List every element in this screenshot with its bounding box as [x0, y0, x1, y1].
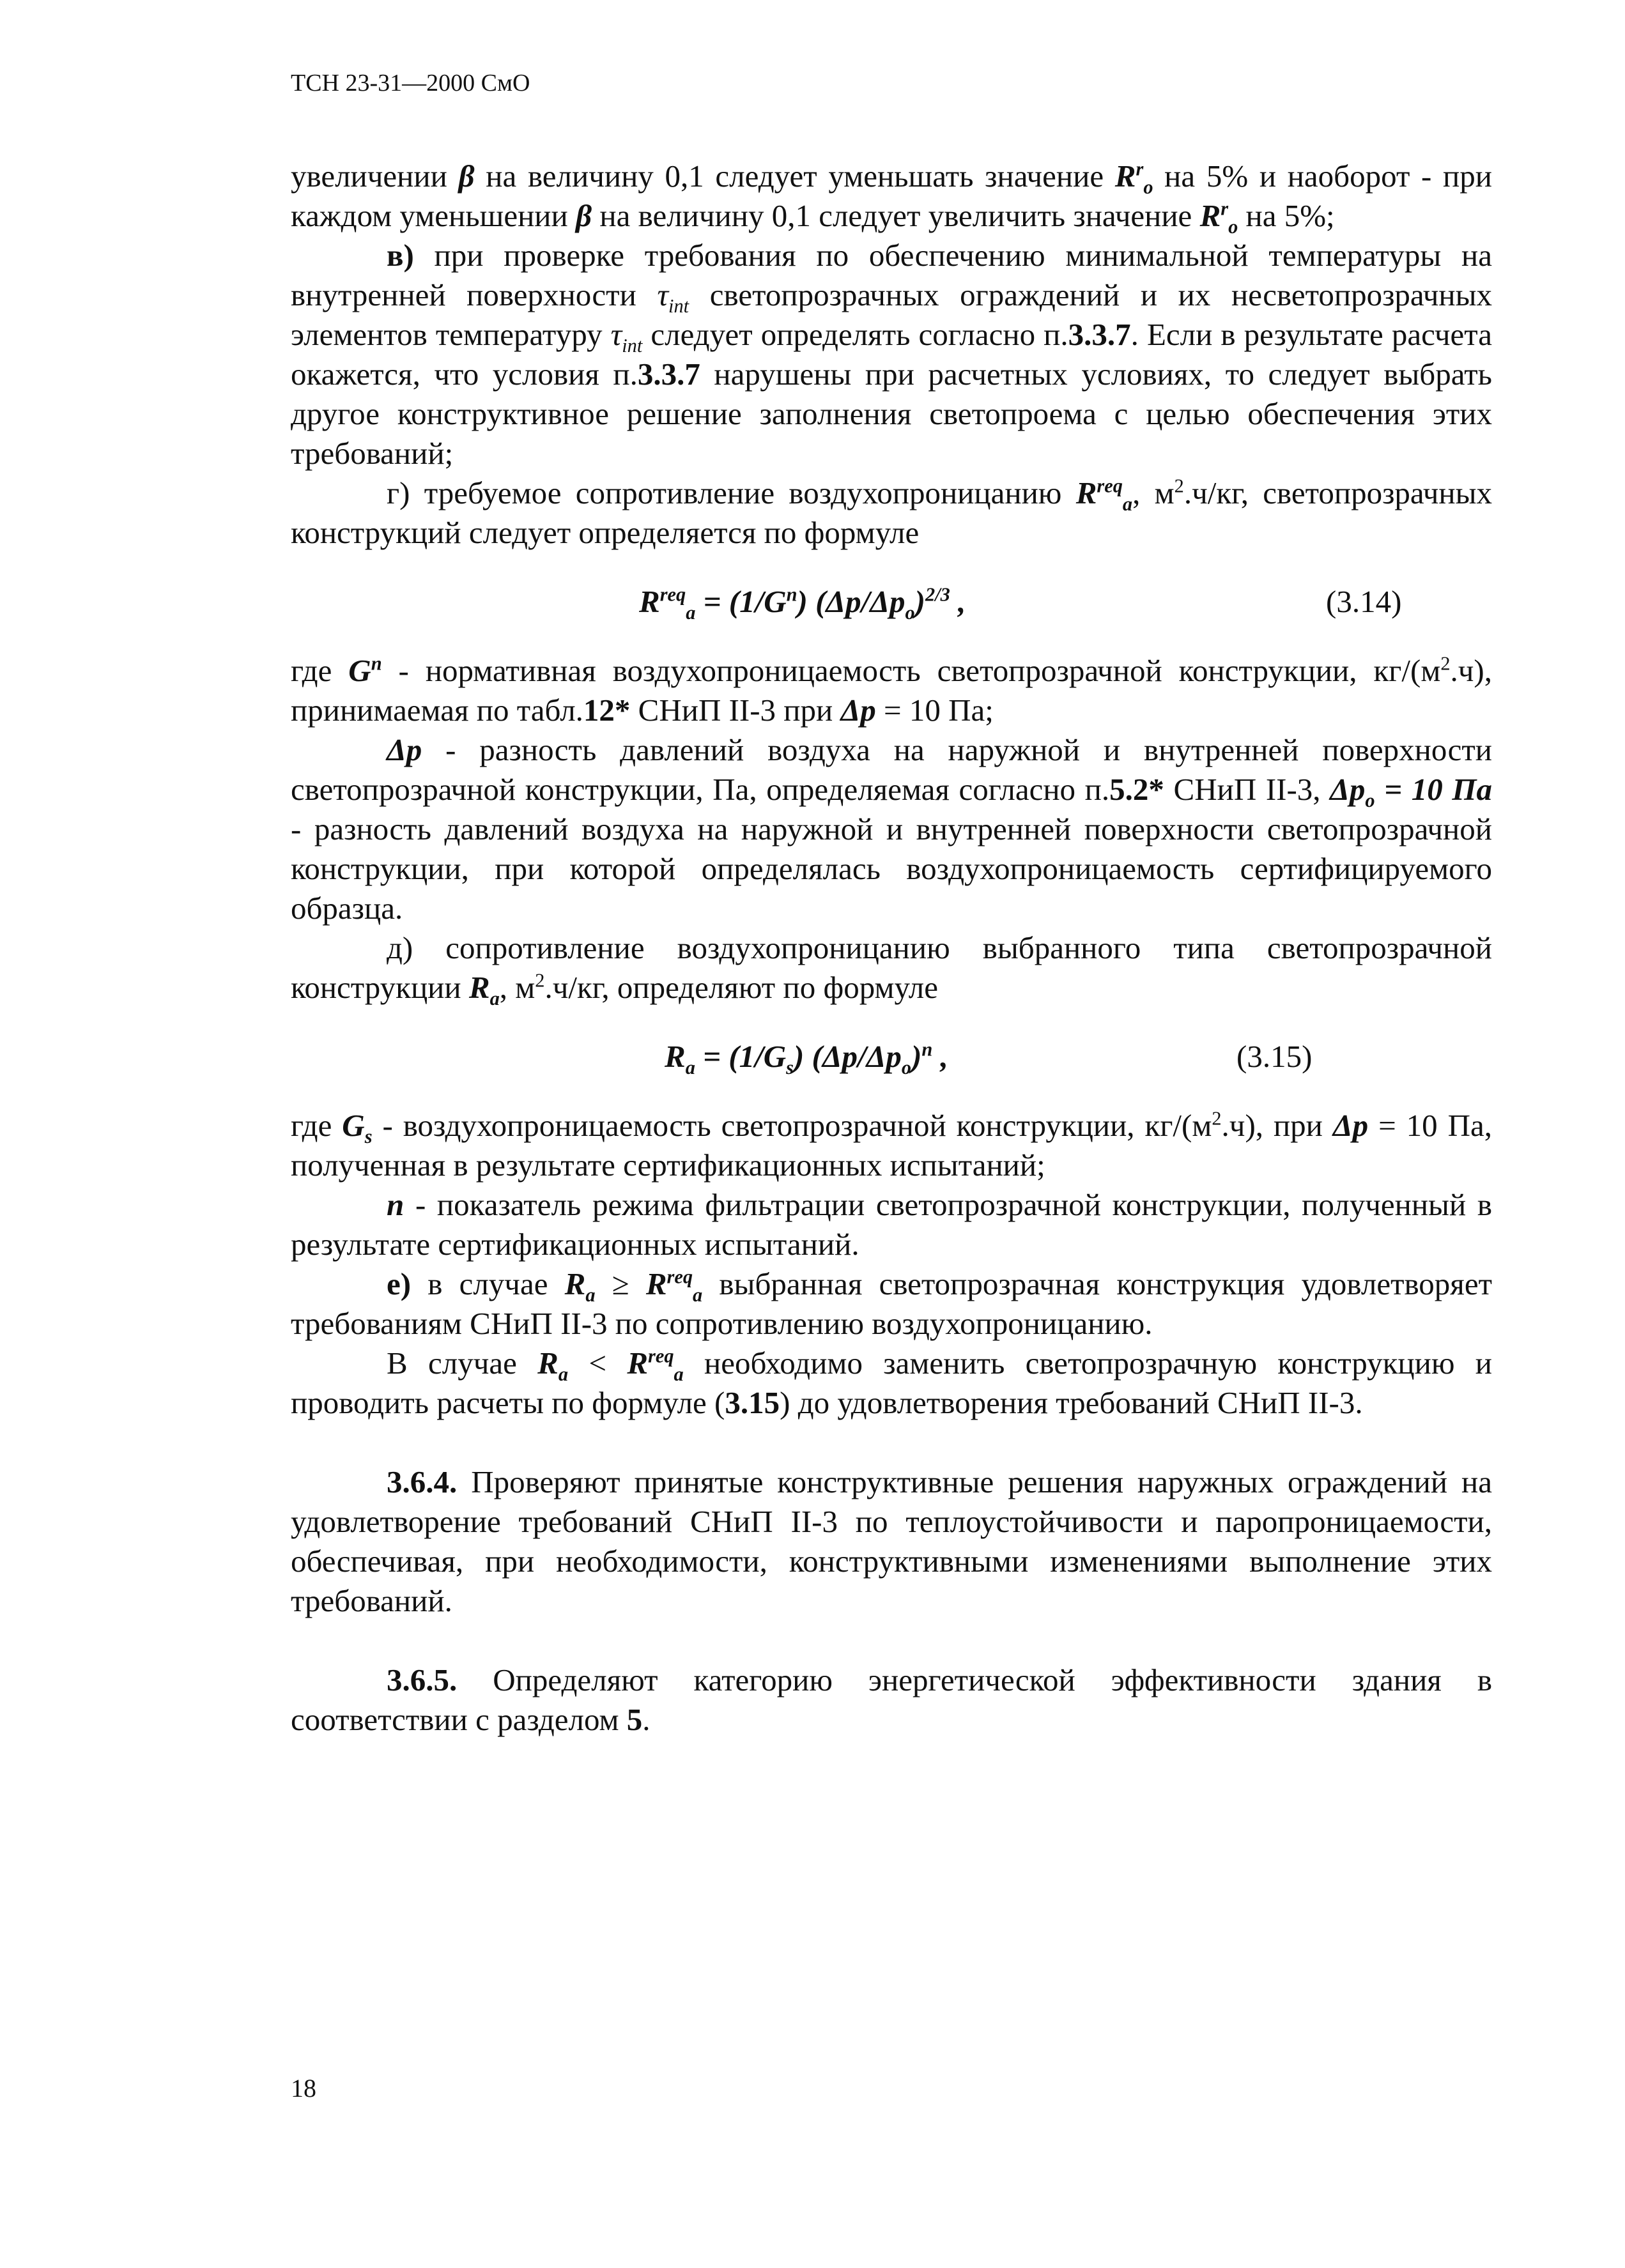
paragraph-where-gn: где $G^n$ - нормативная воздухопроницаемость светопрозрачной конструкции, $кг/(м^2.ч)$, принимаемая по табл.12* СНиП II-3 при Δp = 10 Па; — [291, 652, 1492, 728]
formula-3-14-expression: $R^{req}_a = (1/G^n)$ $(\Delta p/\Delta p_o)^{2/3}$ , — [639, 583, 966, 624]
paragraph-where-gs: где $G_s$ - воздухопроницаемость светопрозрачной конструкции, $кг/(м^2.ч)$, при Δp = 10 Па, полученная в результате сертификационных испытаний; — [291, 1107, 1492, 1183]
paragraph-item-e: е) в случае $R_a \ge R^{req}_a$ выбранная светопрозрачная конструкция удовлетворяет требованиям СНиП II-3 по сопротивлению воздухопроницанию. — [291, 1266, 1492, 1341]
section-3-6-5: 3.6.5. Определяют категорию энергетической эффективности здания в соответствии с разделом 5. — [291, 1662, 1492, 1737]
document-code-header: ТСН 23-31—2000 СмО — [291, 70, 530, 96]
paragraph-item-g: г) требуемое сопротивление воздухопроницанию $R^{req}_a$, $м^2.ч/кг$, светопрозрачных конструкций следует определяется по формуле — [291, 475, 1492, 550]
page-number: 18 — [291, 2074, 316, 2103]
paragraph-beta-correction: увеличении β на величину 0,1 следует уменьшать значение $R^r_o$ на 5% и наоборот - при каждом уменьшении β на величину 0,1 следует увеличить значение $R^r_o$ на 5%; — [291, 158, 1492, 238]
paragraph-replace-construction: В случае $R_a < R^{req}_a$ необходимо заменить светопрозрачную конструкцию и проводить расчеты по формуле (3.15) до удовлетворения требований СНиП II-3. — [291, 1345, 1492, 1420]
paragraph-item-v: в) при проверке требования по обеспечению минимальной температуры на внутренней поверхности $\tau_{int}$ светопрозрачных ограждений и их несветопрозрачных элементов температуру $\tau_{int}$ следует определять согласно п.3.3.7. Если в результате расчета окажется, что условия п.3.3.7 нарушены при расчетных условиях, то следует выбрать другое конструктивное решение заполнения светопроема с целью обеспечения этих требований; — [291, 238, 1492, 471]
paragraph-n-exponent: n - показатель режима фильтрации светопрозрачной конструкции, полученный в результате сертификационных испытаний. — [291, 1187, 1492, 1262]
formula-3-14 — [291, 582, 1492, 622]
formula-3-15-expression: $R_a = (1/G_s)$ $(\Delta p/\Delta p_o)^n$ , — [665, 1038, 948, 1078]
formula-3-15 — [291, 1037, 1492, 1077]
formula-3-14-number: (3.14) — [1326, 584, 1402, 619]
section-3-6-4: 3.6.4. Проверяют принятые конструктивные решения наружных ограждений на удовлетворение требований СНиП II-3 по теплоустойчивости и паропроницаемости, обеспечивая, при необходимости, конструктивными изменениями выполнение этих требований. — [291, 1464, 1492, 1618]
formula-3-15-number: (3.15) — [1236, 1039, 1313, 1074]
paragraph-delta-p: Δp - разность давлений воздуха на наружной и внутренней поверхности светопрозрачной конструкции, Па, определяемая согласно п.5.2* СНиП II-3, $\Delta p_o = 10$ Па - разность давлений воздуха на наружной и внутренней поверхности светопрозрачной конструкции, при которой определялась воздухопроницаемость сертифицируемого образца. — [291, 732, 1492, 926]
paragraph-item-d: д) сопротивление воздухопроницанию выбранного типа светопрозрачной конструкции $R_a$, $м^2.ч/кг$, определяют по формуле — [291, 930, 1492, 1009]
document-body — [291, 157, 1492, 1740]
